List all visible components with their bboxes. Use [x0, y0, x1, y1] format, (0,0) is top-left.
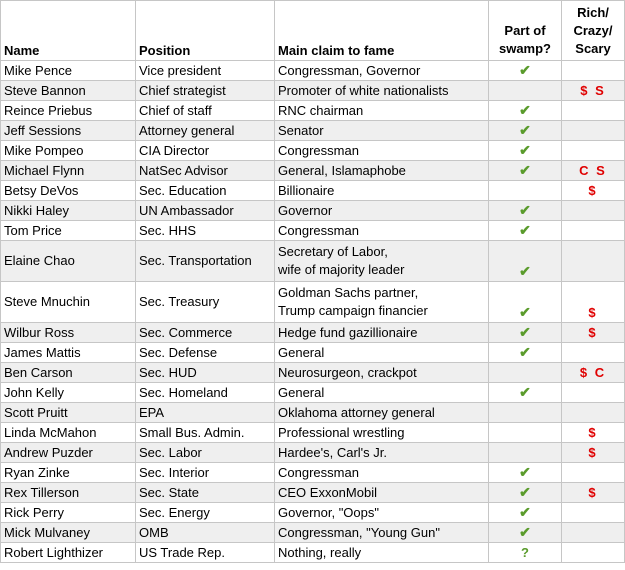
table-row: [1, 483, 625, 503]
cell-position: Sec. Treasury: [136, 282, 275, 323]
cell-claim: [275, 282, 489, 323]
table-row: [1, 403, 625, 423]
cell-name: Rick Perry: [1, 503, 136, 523]
checkmark-icon: ✔: [519, 324, 531, 340]
cell-rich-crazy-scary: [562, 323, 625, 343]
column-header-position: Position: [136, 1, 275, 61]
cell-swamp: [489, 403, 562, 423]
table-row: [1, 463, 625, 483]
cell-position: Chief of staff: [136, 101, 275, 121]
claim-line-1: Secretary of Labor,: [278, 244, 388, 259]
cell-rich-crazy-scary: [562, 181, 625, 201]
flag-label: $: [588, 305, 598, 320]
table-row: [1, 61, 625, 81]
cell-name: Tom Price: [1, 221, 136, 241]
cell-position: EPA: [136, 403, 275, 423]
cell-name: John Kelly: [1, 383, 136, 403]
cell-swamp: [489, 181, 562, 201]
cell-claim: Senator: [275, 121, 489, 141]
cell-name: Jeff Sessions: [1, 121, 136, 141]
cell-swamp: [489, 221, 562, 241]
cell-claim: Promoter of white nationalists: [275, 81, 489, 101]
table-row: [1, 503, 625, 523]
table-row: [1, 343, 625, 363]
checkmark-icon: ✔: [519, 304, 531, 320]
table-row: [1, 443, 625, 463]
table-row: [1, 221, 625, 241]
flag-label: $: [588, 425, 598, 440]
checkmark-icon: ✔: [519, 222, 531, 238]
cell-position: Vice president: [136, 61, 275, 81]
cell-name: Linda McMahon: [1, 423, 136, 443]
cell-claim: Governor: [275, 201, 489, 221]
cell-name: Wilbur Ross: [1, 323, 136, 343]
cell-name: Rex Tillerson: [1, 483, 136, 503]
cell-swamp: [489, 523, 562, 543]
cell-claim: Congressman, Governor: [275, 61, 489, 81]
cell-swamp: [489, 383, 562, 403]
table-row: [1, 282, 625, 323]
cell-name: Steve Mnuchin: [1, 282, 136, 323]
cell-position: Sec. Commerce: [136, 323, 275, 343]
checkmark-icon: ✔: [519, 524, 531, 540]
cell-claim: CEO ExxonMobil: [275, 483, 489, 503]
cell-claim: General, Islamaphobe: [275, 161, 489, 181]
rich-header-line-1: Rich/: [577, 5, 609, 20]
cell-claim: Nothing, really: [275, 543, 489, 563]
cell-name: Michael Flynn: [1, 161, 136, 181]
cell-swamp: [489, 141, 562, 161]
checkmark-icon: ✔: [519, 263, 531, 279]
cell-swamp: [489, 323, 562, 343]
cell-swamp: [489, 81, 562, 101]
cell-name: Ben Carson: [1, 363, 136, 383]
cell-claim: General: [275, 343, 489, 363]
cell-claim: Professional wrestling: [275, 423, 489, 443]
cell-rich-crazy-scary: [562, 343, 625, 363]
checkmark-icon: ✔: [519, 122, 531, 138]
cell-position: Small Bus. Admin.: [136, 423, 275, 443]
column-header-claim: Main claim to fame: [275, 1, 489, 61]
cell-swamp: [489, 463, 562, 483]
claim-line-2: Trump campaign financier: [278, 303, 428, 318]
swamp-header-line-1: Part of: [504, 23, 546, 38]
flag-label: C S: [579, 163, 607, 178]
swamp-header-line-2: swamp?: [498, 41, 551, 56]
cell-name: Ryan Zinke: [1, 463, 136, 483]
cell-rich-crazy-scary: [562, 282, 625, 323]
cell-swamp: [489, 241, 562, 282]
checkmark-icon: ✔: [519, 142, 531, 158]
column-header-rich-crazy-scary: [562, 1, 625, 61]
cell-claim: Congressman: [275, 221, 489, 241]
cell-name: Mike Pence: [1, 61, 136, 81]
cell-rich-crazy-scary: [562, 81, 625, 101]
cell-rich-crazy-scary: [562, 101, 625, 121]
cell-claim: Congressman: [275, 141, 489, 161]
cell-swamp: [489, 503, 562, 523]
cell-position: UN Ambassador: [136, 201, 275, 221]
table-row: [1, 141, 625, 161]
cell-rich-crazy-scary: [562, 383, 625, 403]
table-row: [1, 161, 625, 181]
cell-swamp: [489, 343, 562, 363]
cell-rich-crazy-scary: [562, 503, 625, 523]
flag-label: $ C: [579, 365, 607, 380]
question-mark-icon: ?: [521, 545, 529, 560]
cell-name: Mike Pompeo: [1, 141, 136, 161]
checkmark-icon: ✔: [519, 464, 531, 480]
cell-rich-crazy-scary: [562, 363, 625, 383]
flag-label: $ S: [580, 83, 606, 98]
cell-position: Sec. Transportation: [136, 241, 275, 282]
column-header-swamp: [489, 1, 562, 61]
cell-position: Sec. State: [136, 483, 275, 503]
table-row: [1, 323, 625, 343]
cell-rich-crazy-scary: [562, 121, 625, 141]
claim-line-1: Goldman Sachs partner,: [278, 285, 419, 300]
cell-swamp: [489, 101, 562, 121]
cell-rich-crazy-scary: [562, 61, 625, 81]
checkmark-icon: ✔: [519, 62, 531, 78]
cell-swamp: [489, 483, 562, 503]
cell-rich-crazy-scary: [562, 463, 625, 483]
table-row: [1, 523, 625, 543]
cell-position: Chief strategist: [136, 81, 275, 101]
checkmark-icon: ✔: [519, 162, 531, 178]
table-row: [1, 423, 625, 443]
cell-name: Reince Priebus: [1, 101, 136, 121]
cell-claim: RNC chairman: [275, 101, 489, 121]
checkmark-icon: ✔: [519, 344, 531, 360]
flag-label: $: [588, 183, 598, 198]
cell-name: Betsy DeVos: [1, 181, 136, 201]
cell-name: Robert Lighthizer: [1, 543, 136, 563]
cell-claim: Hedge fund gazillionaire: [275, 323, 489, 343]
cell-swamp: [489, 423, 562, 443]
checkmark-icon: ✔: [519, 504, 531, 520]
cell-swamp: [489, 363, 562, 383]
cell-rich-crazy-scary: [562, 201, 625, 221]
cell-swamp: [489, 161, 562, 181]
flag-label: $: [588, 485, 598, 500]
checkmark-icon: ✔: [519, 484, 531, 500]
cell-position: Sec. HUD: [136, 363, 275, 383]
checkmark-icon: ✔: [519, 102, 531, 118]
table-row: [1, 383, 625, 403]
cell-position: CIA Director: [136, 141, 275, 161]
cell-swamp: [489, 61, 562, 81]
cell-position: US Trade Rep.: [136, 543, 275, 563]
cell-rich-crazy-scary: [562, 483, 625, 503]
cell-name: Scott Pruitt: [1, 403, 136, 423]
checkmark-icon: ✔: [519, 384, 531, 400]
rich-header-line-3: Scary: [575, 41, 611, 56]
cell-name: Nikki Haley: [1, 201, 136, 221]
cell-claim: Oklahoma attorney general: [275, 403, 489, 423]
claim-line-2: wife of majority leader: [278, 262, 405, 277]
table-row: [1, 181, 625, 201]
cell-swamp: [489, 543, 562, 563]
cell-position: Sec. Energy: [136, 503, 275, 523]
cell-claim: Congressman, "Young Gun": [275, 523, 489, 543]
cell-position: Attorney general: [136, 121, 275, 141]
rich-header-line-2: Crazy/: [573, 23, 613, 38]
cell-position: Sec. Interior: [136, 463, 275, 483]
table-row: [1, 363, 625, 383]
cell-name: Elaine Chao: [1, 241, 136, 282]
cell-rich-crazy-scary: [562, 543, 625, 563]
cell-swamp: [489, 282, 562, 323]
cell-rich-crazy-scary: [562, 403, 625, 423]
table-row: [1, 241, 625, 282]
cell-rich-crazy-scary: [562, 141, 625, 161]
table-row: [1, 121, 625, 141]
cell-position: Sec. Defense: [136, 343, 275, 363]
cell-name: Steve Bannon: [1, 81, 136, 101]
cell-claim: Neurosurgeon, crackpot: [275, 363, 489, 383]
cell-position: Sec. Homeland: [136, 383, 275, 403]
checkmark-icon: ✔: [519, 202, 531, 218]
table-row: [1, 201, 625, 221]
cell-name: Mick Mulvaney: [1, 523, 136, 543]
table-row: [1, 101, 625, 121]
cell-swamp: [489, 121, 562, 141]
cell-claim: Hardee's, Carl's Jr.: [275, 443, 489, 463]
cell-swamp: [489, 443, 562, 463]
cell-claim: [275, 241, 489, 282]
cell-rich-crazy-scary: [562, 443, 625, 463]
table-row: [1, 81, 625, 101]
table-row: [1, 543, 625, 563]
flag-label: $: [588, 445, 598, 460]
cell-claim: General: [275, 383, 489, 403]
cell-claim: Governor, "Oops": [275, 503, 489, 523]
cell-rich-crazy-scary: [562, 161, 625, 181]
cell-position: NatSec Advisor: [136, 161, 275, 181]
table-body: [1, 61, 625, 563]
cell-rich-crazy-scary: [562, 523, 625, 543]
cell-rich-crazy-scary: [562, 221, 625, 241]
column-header-name: Name: [1, 1, 136, 61]
flag-label: $: [588, 325, 598, 340]
cell-position: Sec. HHS: [136, 221, 275, 241]
cell-rich-crazy-scary: [562, 423, 625, 443]
cell-position: Sec. Education: [136, 181, 275, 201]
header-row: [1, 1, 625, 61]
cell-name: Andrew Puzder: [1, 443, 136, 463]
cell-claim: Billionaire: [275, 181, 489, 201]
cell-rich-crazy-scary: [562, 241, 625, 282]
cell-swamp: [489, 201, 562, 221]
cell-position: Sec. Labor: [136, 443, 275, 463]
cell-position: OMB: [136, 523, 275, 543]
cell-name: James Mattis: [1, 343, 136, 363]
cell-claim: Congressman: [275, 463, 489, 483]
